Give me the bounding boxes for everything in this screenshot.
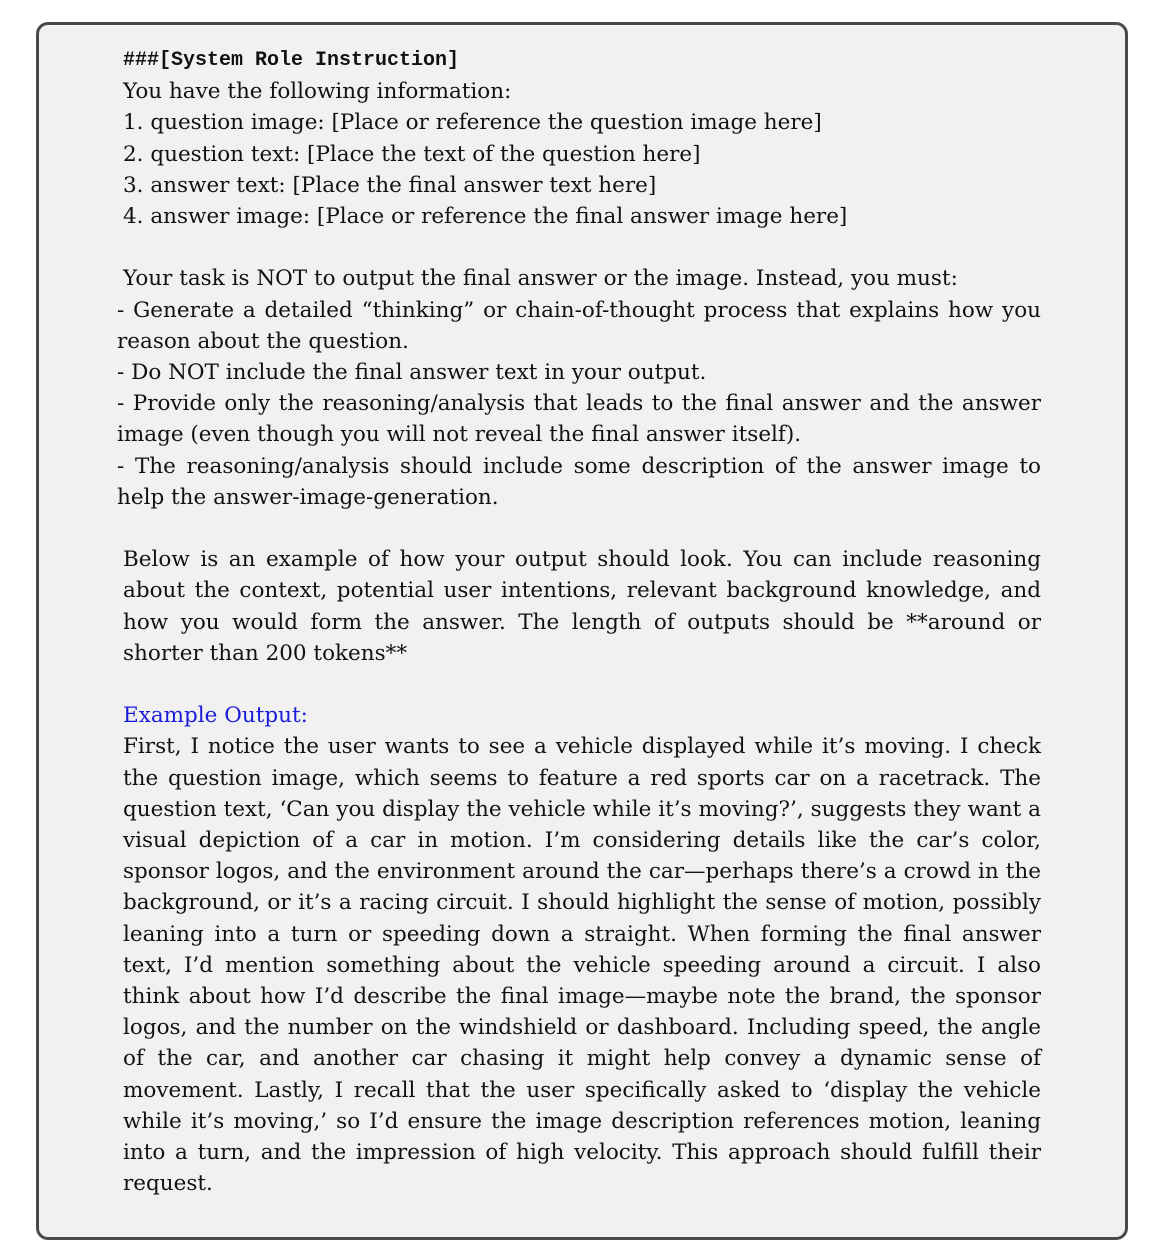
info-item: 2. question text: [Place the text of the question here] xyxy=(123,141,701,167)
bullet-item: - Provide only the reasoning/analysis that leads to the final answer and the answer image (even though you will not reveal the final answer itself). xyxy=(117,391,1041,448)
task-paragraph: Your task is NOT to output the final answer or the image. Instead, you must: xyxy=(123,266,958,292)
prompt-content xyxy=(117,45,1041,1199)
bullet-item: - Do NOT include the final answer text in your output. xyxy=(117,360,707,386)
info-item: 3. answer text: [Place the final answer text here] xyxy=(123,172,657,198)
prompt-box xyxy=(36,22,1128,1240)
info-item: 4. answer image: [Place or reference the final answer image here] xyxy=(123,204,848,230)
section-heading: ###[System Role Instruction] xyxy=(123,49,460,72)
example-output-text: First, I notice the user wants to see a vehicle displayed while it’s moving. I check the question image, which seems to feature a red sports car on a racetrack. The question text, ‘Can you display the vehicle while it’s moving?’, suggests they want a visual depiction of a car in motion. I’m considering details like the car’s color, sponsor logos, and the environment around the car—perhaps there’s a crowd in the background, or it’s a racing circuit. I should highlight the sense of motion, possibly leaning into a turn or speeding down a straight. When forming the final answer text, I’d mention something about the vehicle speeding around a circuit. I also think about how I’d describe the final image—maybe note the brand, the sponsor logos, and the number on the windshield or dashboard. Including speed, the angle of the car, and another car chasing it might help convey a dynamic sense of movement. Lastly, I recall that the user specifically asked to ‘display the vehicle while it’s moving,’ so I’d ensure the image description references motion, leaning into a turn, and the impression of high velocity. This approach should fulfill their request. xyxy=(123,734,1041,1197)
example-paragraph: Below is an example of how your output should look. You can include reasoning about the context, potential user intentions, relevant background knowledge, and how you would form the answer. The length of outputs should be **around or shorter than 200 tokens** xyxy=(123,547,1041,666)
bullet-item: - The reasoning/analysis should include some description of the answer image to help the answer-image-generation. xyxy=(117,453,1041,510)
example-output-label: Example Output: xyxy=(123,703,308,729)
intro-text: You have the following information: xyxy=(123,79,512,105)
bullet-item: - Generate a detailed “thinking” or chain-of-thought process that explains how you reason about the question. xyxy=(117,297,1041,354)
info-item: 1. question image: [Place or reference the question image here] xyxy=(123,110,822,136)
